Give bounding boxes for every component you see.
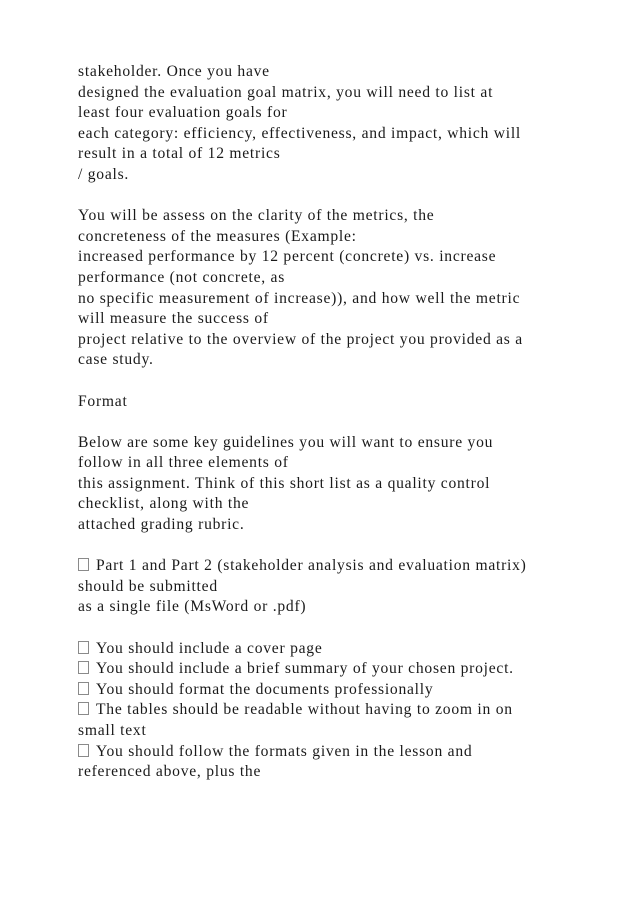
- bullet-text: You should include a cover page: [96, 639, 323, 657]
- text-line: follow in all three elements of: [78, 454, 289, 472]
- text-line: each category: efficiency, effectiveness, and impact, which will: [78, 124, 522, 142]
- bullet-item: [78, 742, 598, 763]
- bullet-text: You should include a brief summary of your chosen project.: [96, 660, 514, 678]
- bullet-text: The tables should be readable without having to zoom in on: [96, 701, 513, 719]
- document-body: [78, 62, 598, 783]
- missing-glyph-bullet-icon: [78, 702, 89, 715]
- bullet-item: [78, 659, 598, 680]
- text-line: concreteness of the measures (Example:: [78, 227, 357, 245]
- text-line: case study.: [78, 351, 154, 369]
- text-line: small text: [78, 722, 147, 739]
- bullet-text: You should follow the formats given in the lesson and: [96, 742, 473, 760]
- text-line: designed the evaluation goal matrix, you will need to list at: [78, 83, 494, 101]
- text-line: should be submitted: [78, 577, 218, 595]
- text-line: as a single file (MsWord or .pdf): [78, 598, 307, 616]
- section-heading: Format: [78, 392, 128, 410]
- text-line: project relative to the overview of the project you provided as a: [78, 330, 523, 348]
- paragraph-spacer: [78, 186, 598, 207]
- paragraph-spacer: [78, 618, 598, 639]
- text-line: referenced above, plus the: [78, 763, 262, 781]
- text-line: will measure the success of: [78, 310, 269, 328]
- text-line: performance (not concrete, as: [78, 268, 286, 286]
- missing-glyph-bullet-icon: [78, 558, 89, 571]
- bullet-text: You should format the documents professionally: [96, 680, 434, 698]
- text-line: this assignment. Think of this short list as a quality control: [78, 474, 491, 492]
- text-line: checklist, along with the: [78, 495, 250, 513]
- bullet-item: [78, 556, 598, 577]
- text-line: no specific measurement of increase)), and how well the metric: [78, 289, 521, 307]
- text-line: / goals.: [78, 165, 130, 183]
- paragraph-spacer: [78, 371, 598, 392]
- bullet-item: [78, 680, 598, 701]
- paragraph-spacer: [78, 412, 598, 433]
- missing-glyph-bullet-icon: [78, 682, 89, 695]
- text-line: You will be assess on the clarity of the metrics, the: [78, 207, 435, 225]
- text-line: Below are some key guidelines you will want to ensure you: [78, 433, 494, 451]
- text-line: stakeholder. Once you have: [78, 63, 270, 80]
- text-line: result in a total of 12 metrics: [78, 145, 281, 163]
- missing-glyph-bullet-icon: [78, 661, 89, 674]
- bullet-text: Part 1 and Part 2 (stakeholder analysis and evaluation matrix): [96, 557, 527, 575]
- text-line: attached grading rubric.: [78, 516, 245, 534]
- missing-glyph-bullet-icon: [78, 744, 89, 757]
- text-line: increased performance by 12 percent (concrete) vs. increase: [78, 248, 497, 266]
- paragraph-spacer: [78, 536, 598, 557]
- missing-glyph-bullet-icon: [78, 641, 89, 654]
- bullet-item: [78, 700, 598, 721]
- text-line: least four evaluation goals for: [78, 104, 288, 122]
- bullet-item: [78, 639, 598, 660]
